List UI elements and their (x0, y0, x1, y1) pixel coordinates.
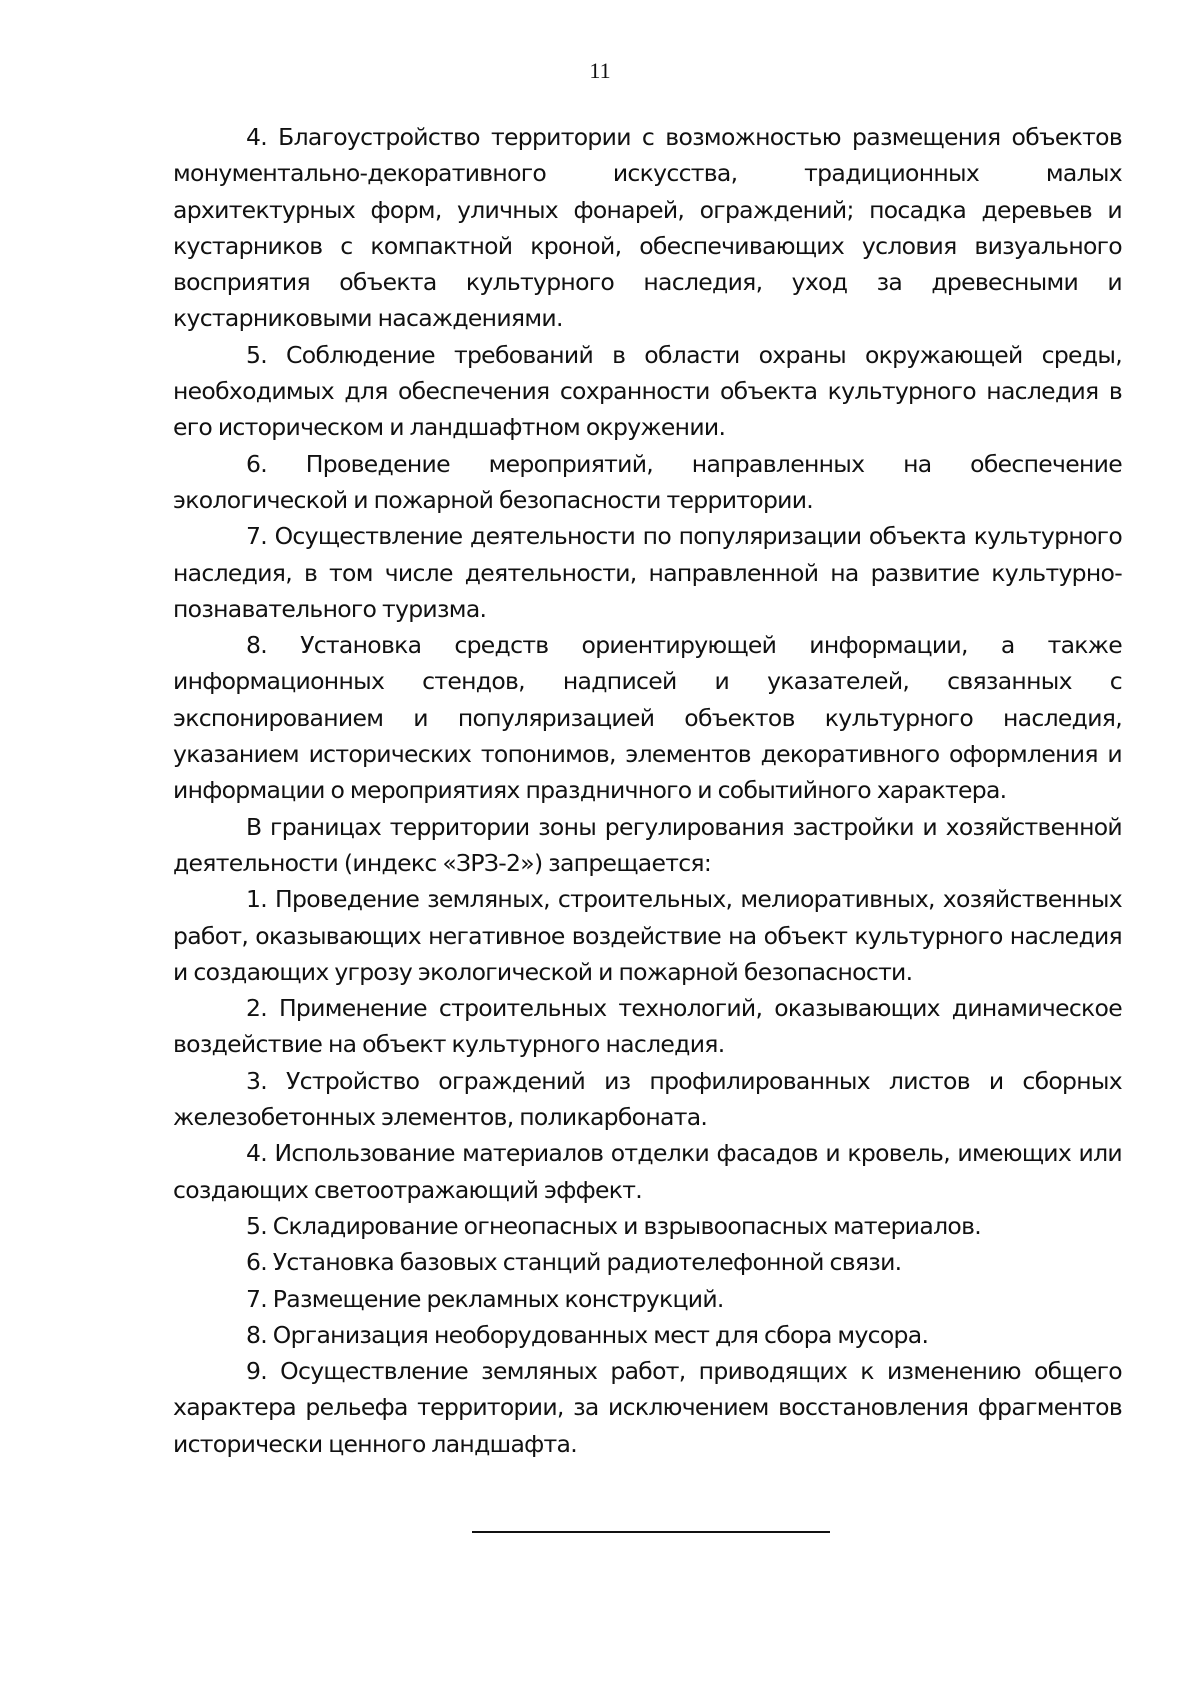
paragraph-item-6-safety: 6. Проведение мероприятий, направленных на обеспечение экологической и пожарной безопасности территории. (173, 449, 1122, 514)
prohibition-item-2: 2. Применение строительных технологий, оказывающих динамическое воздействие на объект культурного наследия. (173, 994, 1122, 1059)
paragraph-item-5-environment: 5. Соблюдение требований в области охраны окружающей среды, необходимых для обеспечения сохранности объекта культурного наследия в его историческом и ландшафтном окружении. (173, 340, 1122, 442)
paragraph-item-4-landscaping: 4. Благоустройство территории с возможностью размещения объектов монументально-декоративного искусства, традиционных малых архитектурных форм, уличных фонарей, ограждений; посадка деревьев и кустарников с компактной кроной, обеспечивающих условия визуального восприятия объекта культурного наследия, уход за древесными и кустарниковыми насаждениями. (173, 123, 1122, 333)
prohibition-item-1: 1. Проведение земляных, строительных, мелиоративных, хозяйственных работ, оказывающих негативное воздействие на объект культурного наследия и создающих угрозу экологической и пожарной безопасности. (173, 885, 1122, 986)
prohibition-item-7: 7. Размещение рекламных конструкций. (246, 1284, 724, 1313)
page-number: 11 (589, 58, 611, 83)
prohibition-item-5: 5. Складирование огнеопасных и взрывоопасных материалов. (246, 1211, 981, 1240)
paragraph-item-7-popularization: 7. Осуществление деятельности по популяризации объекта культурного наследия, в том числе деятельности, направленной на развитие культурно-познавательного туризма. (173, 522, 1122, 623)
prohibition-item-3: 3. Устройство ограждений из профилированных листов и сборных железобетонных элементов, поликарбоната. (173, 1066, 1122, 1132)
paragraph-item-8-information: 8. Установка средств ориентирующей информации, а также информационных стендов, надписей и указателей, связанных с экспонированием и популяризацией объектов культурного наследия, указанием исторических топонимов, элементов декоративного оформления и информации о мероприятиях праздничного и событийного характера. (173, 631, 1122, 805)
paragraph-zone-prohibitions-intro: В границах территории зоны регулирования застройки и хозяйственной деятельности (индекс «ЗРЗ-2») запрещается: (173, 812, 1122, 877)
prohibition-item-4: 4. Использование материалов отделки фасадов и кровель, имеющих или создающих светоотражающий эффект. (173, 1139, 1122, 1204)
prohibition-item-8: 8. Организация необорудованных мест для сбора мусора. (246, 1320, 929, 1349)
end-of-document-rule (472, 1531, 830, 1533)
document-body (173, 119, 1122, 1462)
prohibition-item-9: 9. Осуществление земляных работ, приводящих к изменению общего характера рельефа территории, за исключением восстановления фрагментов исторически ценного ландшафта. (173, 1357, 1122, 1458)
prohibition-item-6: 6. Установка базовых станций радиотелефонной связи. (246, 1248, 902, 1277)
